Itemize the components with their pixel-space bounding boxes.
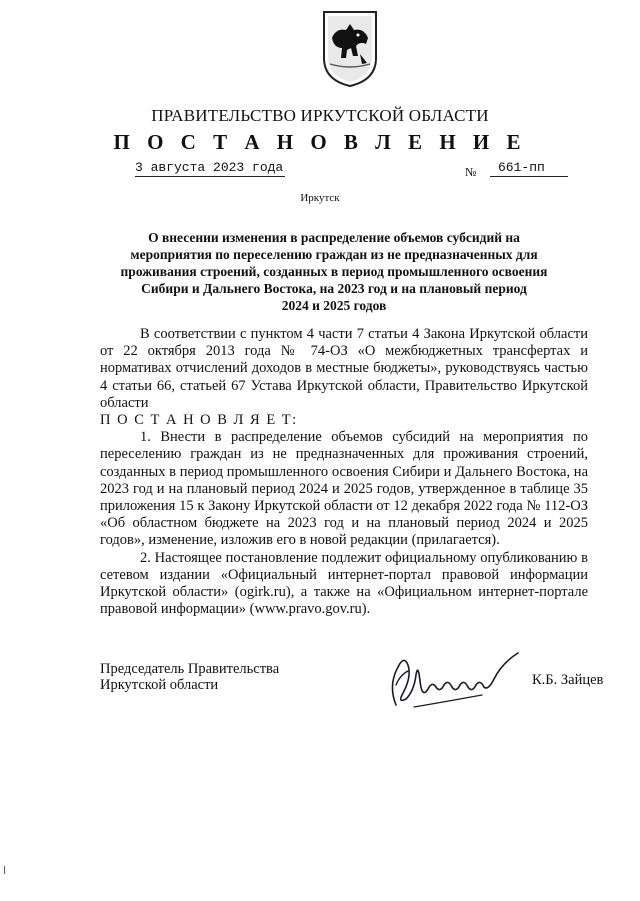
preamble-paragraph: В соответствии с пунктом 4 части 7 статьи 4 Закона Иркутской области от 22 октября 2013 года № 74-ОЗ «О межбюджетных трансфертах и нормативах отчислений доходов в местные бюджеты», руководствуясь частью 4 статьи 66, статьей 67 Устава Иркутской области, Правительство Иркутской области: [100, 326, 588, 411]
signer-position-line: Иркутской области: [100, 677, 219, 693]
item-1-paragraph: 1. Внести в распределение объемов субсидий на мероприятия по переселению граждан из не предназначенных для проживания строений, созданных в период промышленного освоения Сибири и Дальнего Востока, на 2023 год и на плановый период 2024 и 2025 годов, утвержденное в таблице 35 приложения 15 к Закону Иркутской области от 12 декабря 2022 года № 112-ОЗ «Об областном бюджете на 2023 год и на плановый период 2024 и 2025 годов», изменение, изложив его в новой редакции (прилагается).: [100, 429, 588, 549]
document-number: 661-пп: [490, 160, 568, 177]
signer-position: [100, 661, 279, 693]
heading-line: мероприятия по переселению граждан из не предназначенных для: [130, 247, 538, 262]
irkutsk-coat-of-arms-icon: [320, 8, 380, 88]
number-sign: №: [465, 165, 477, 179]
document-heading: [108, 229, 560, 314]
government-name: ПРАВИТЕЛЬСТВО ИРКУТСКОЙ ОБЛАСТИ: [151, 106, 489, 125]
heading-line: Сибири и Дальнего Востока, на 2023 год и на плановый период: [141, 281, 527, 296]
document-body: [100, 326, 588, 618]
signer-name: К.Б. Зайцев: [532, 672, 604, 688]
document-type: П О С Т А Н О В Л Е Н И Е: [113, 130, 527, 154]
city-name: Иркутск: [300, 192, 340, 204]
heading-line: проживания строений, созданных в период промышленного освоения: [120, 264, 548, 279]
decree-word: П О С Т А Н О В Л Я Е Т:: [100, 412, 298, 429]
heading-line: 2024 и 2025 годов: [281, 298, 387, 313]
heading-line: О внесении изменения в распределение объемов субсидий на: [148, 230, 520, 245]
signer-position-line: Председатель Правительства: [100, 661, 280, 677]
handwritten-signature: [378, 645, 528, 720]
document-date: 3 августа 2023 года: [135, 160, 284, 175]
item-2-paragraph: 2. Настоящее постановление подлежит официальному опубликованию в сетевом издании «Официальный интернет-портал правовой информации Иркутской области» (ogirk.ru), а также на «Официальном интернет-портале правовой информации» (www.pravo.gov.ru).: [100, 549, 588, 618]
scan-margin-mark: [4, 866, 5, 874]
